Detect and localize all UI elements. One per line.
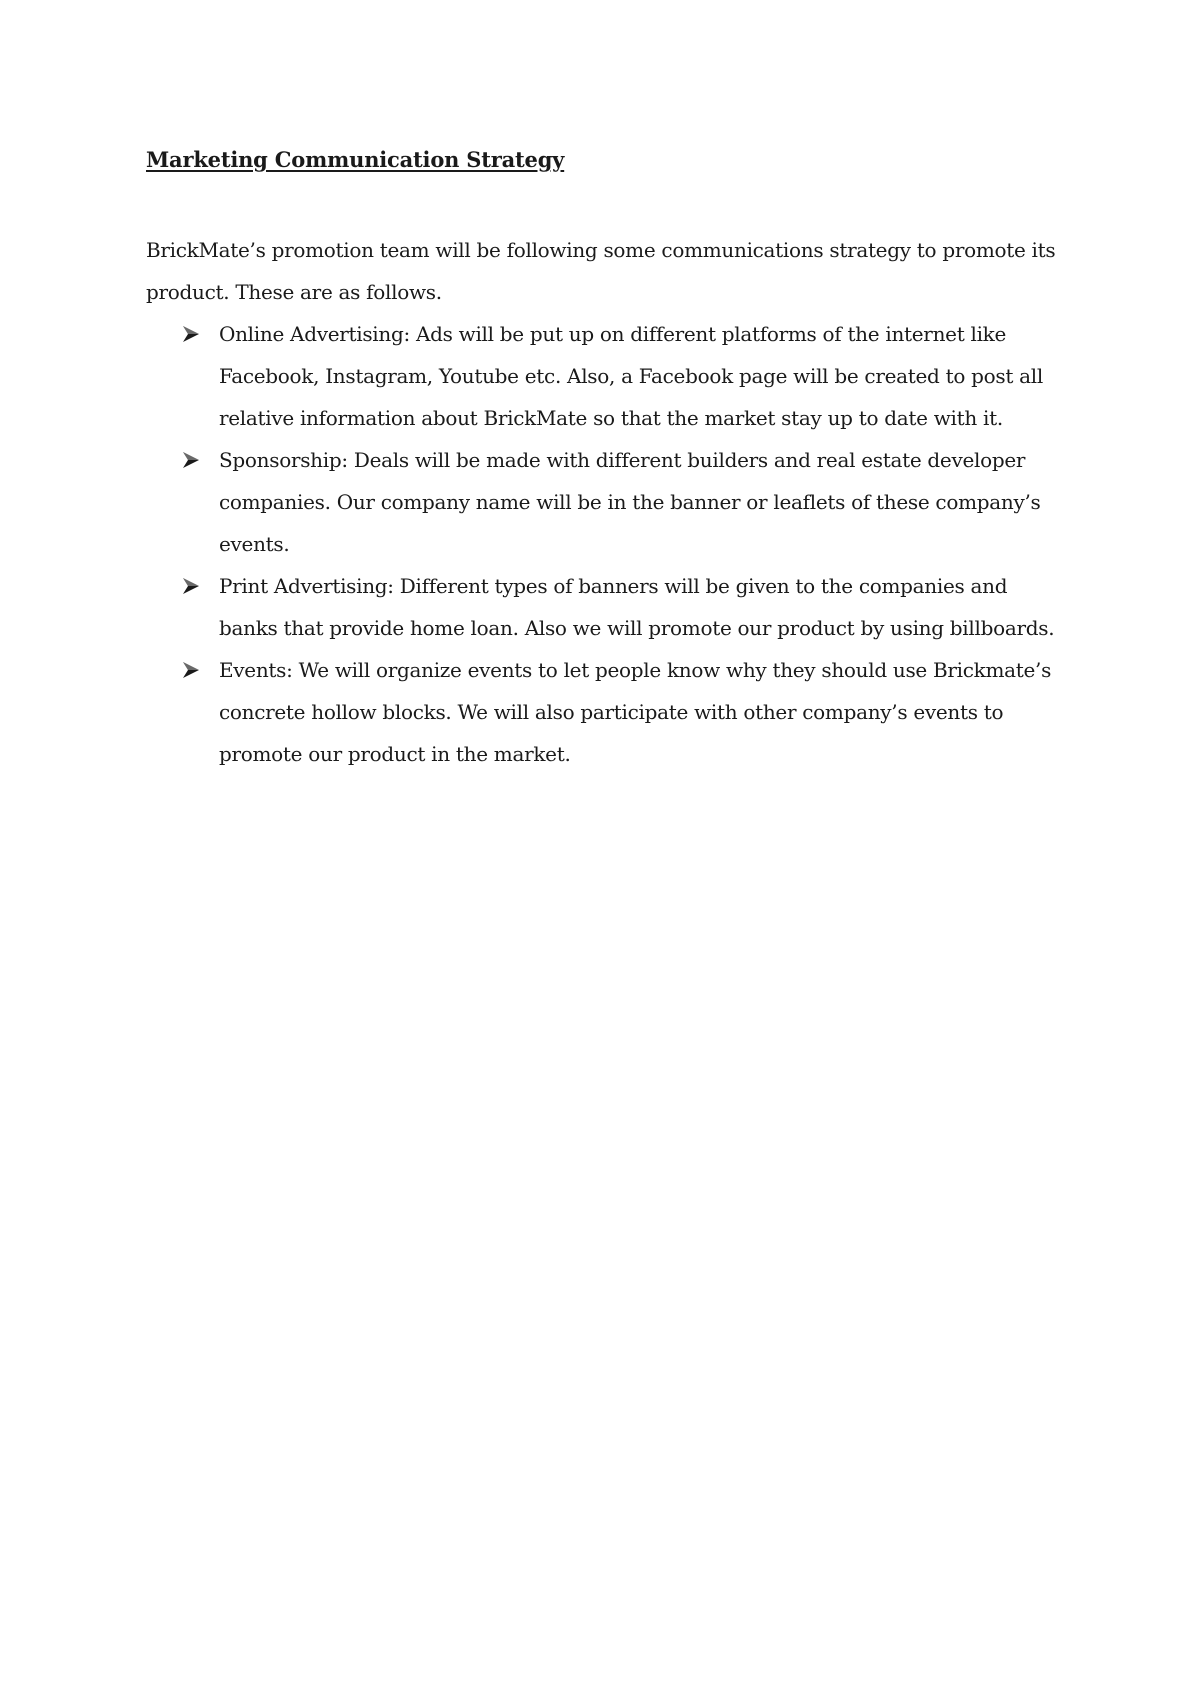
intro-paragraph: BrickMate’s promotion team will be following some communications strategy to promote its product. These are as follows. <box>146 238 1056 304</box>
list-item <box>146 565 1066 649</box>
list-item <box>146 313 1066 439</box>
arrow-bullet-icon <box>182 325 200 343</box>
list-item-text: Events: We will organize events to let people know why they should use Brickmate’s concrete hollow blocks. We will also participate with other company’s events to promote our product in the market. <box>219 658 1052 766</box>
list-item-text: Sponsorship: Deals will be made with different builders and real estate developer companies. Our company name will be in the banner or leaflets of these company’s events. <box>219 448 1041 556</box>
list-item <box>146 649 1066 775</box>
list-item <box>146 439 1066 565</box>
list-item-text: Print Advertising: Different types of banners will be given to the companies and banks that provide home loan. Also we will promote our product by using billboards. <box>219 574 1055 640</box>
arrow-bullet-icon <box>182 577 200 595</box>
arrow-bullet-icon <box>182 661 200 679</box>
document-title: Marketing Communication Strategy <box>146 147 565 172</box>
list-item-text: Online Advertising: Ads will be put up on different platforms of the internet like Facebook, Instagram, Youtube etc. Also, a Facebook page will be created to post all relative information about BrickMate so that the market stay up to date with it. <box>219 322 1043 430</box>
document-body <box>146 145 1066 775</box>
arrow-bullet-icon <box>182 451 200 469</box>
strategy-list <box>146 313 1066 775</box>
